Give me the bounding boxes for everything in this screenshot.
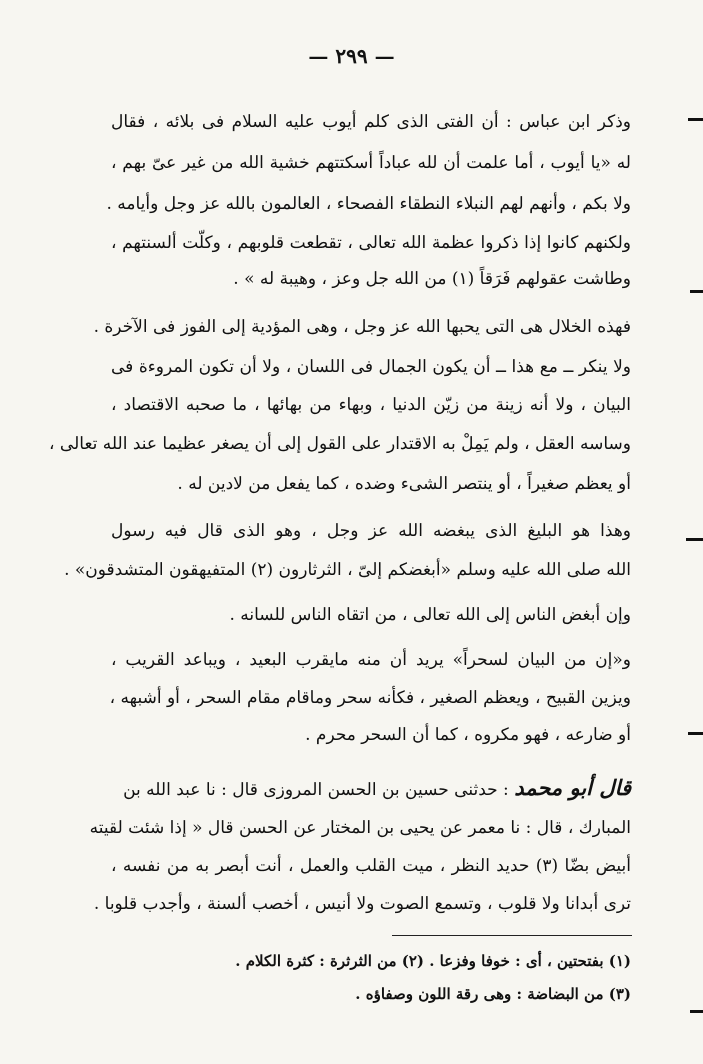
text-line: ولا بكم ، وأنهم لهم النبلاء النطقاء الفصحاء ، العالمون بالله عز وجل وأيامه .: [106, 194, 631, 214]
text-line: وذكر ابن عباس : أن الفتى الذى كلم أيوب عليه السلام فى بلائه ، فقال: [111, 112, 631, 132]
scan-edge-mark: [688, 118, 703, 121]
footnote-line: (١) بفتحتين ، أى : خوفا وفزعا . (٢) من الثرثرة : كثرة الكلام .: [235, 952, 631, 970]
text-line: المبارك ، قال : نا معمر عن يحيى بن المختار عن الحسن قال « إذا شئت لقيته: [89, 818, 631, 838]
text-line: أو ضارعه ، فهو مكروه ، كما أن السحر محرم .: [305, 725, 631, 745]
text-line: وطاشت عقولهم فَرَقاً (١) من الله جل وعز ، وهيبة له » .: [233, 269, 631, 289]
text-line: ولكنهم كانوا إذا ذكروا عظمة الله تعالى ، تقطعت قلوبهم ، وكلّت ألسنتهم ،: [111, 233, 631, 253]
text-line: و«إن من البيان لسحراً» يريد أن منه مايقرب البعيد ، ويباعد القريب ،: [111, 650, 631, 670]
page-number: — ٢٩٩ —: [308, 44, 395, 68]
text-line: أو يعظم صغيراً ، أو ينتصر الشىء وضده ، كما يفعل من لادين له .: [177, 474, 631, 494]
footnote-line: (٣) من البضاضة : وهى رقة اللون وصفاؤه .: [355, 985, 631, 1003]
footnote-divider: [392, 935, 632, 936]
text-line: [111, 774, 631, 804]
text-line: ويزين القبيح ، ويعظم الصغير ، فكأنه سحر وماقام مقام السحر ، أو أشبهه ،: [109, 688, 631, 708]
scan-edge-mark: [686, 538, 703, 541]
scan-edge-mark: [690, 290, 703, 293]
text-line: ولا ينكر ــ مع هذا ــ أن يكون الجمال فى اللسان ، ولا أن تكون المروءة فى: [111, 357, 631, 377]
text-line: الله صلى الله عليه وسلم «أبغضكم إلىّ ، الثرثارون (٢) المتفيهقون المتشدقون» .: [64, 560, 631, 580]
text-line: وإن أبغض الناس إلى الله تعالى ، من اتقاه الناس للسانه .: [229, 605, 631, 625]
speaker-heading: قال أبو محمد: [514, 775, 631, 800]
text-line: البيان ، ولا أنه زينة من زيّن الدنيا ، وبهاء من بهائها ، ما صحبه الاقتصاد ،: [111, 395, 631, 415]
text-line: أبيض بضّا (٣) حديد النظر ، ميت القلب والعمل ، أنت أبصر به من نفسه ،: [111, 856, 631, 876]
text-line: ترى أبدانا ولا قلوب ، وتسمع الصوت ولا أنيس ، أخصب ألسنة ، وأجدب قلوبا .: [93, 894, 631, 914]
text-line: وساسه العقل ، ولم يَمِلْ به الاقتدار على القول إلى أن يصغر عظيما عند الله تعالى ،: [49, 434, 631, 454]
text-line: وهذا هو البليغ الذى يبغضه الله عز وجل ، وهو الذى قال فيه رسول: [111, 521, 631, 541]
scan-edge-mark: [688, 732, 703, 735]
text-line: فهذه الخلال هى التى يحبها الله عز وجل ، وهى المؤدية إلى الفوز فى الآخرة .: [93, 317, 631, 337]
text-line: له «يا أيوب ، أما علمت أن لله عباداً أسكتتهم خشية الله من غير عىّ بهم ،: [111, 153, 631, 173]
speaker-line-text: : حدثنى حسين بن الحسن المروزى قال : نا عبد الله بن: [123, 780, 515, 800]
scan-edge-mark: [690, 1010, 703, 1013]
